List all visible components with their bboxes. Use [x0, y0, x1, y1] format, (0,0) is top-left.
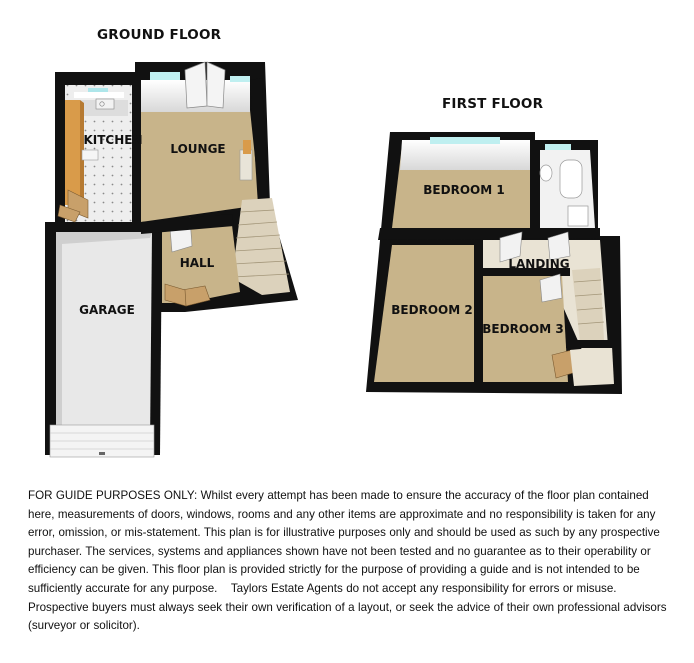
garage-room: [45, 222, 162, 457]
first-floor-plan: [366, 132, 622, 394]
garage-label: GARAGE: [79, 303, 135, 317]
garage-door: [50, 425, 154, 457]
kitchen-room: [58, 85, 132, 222]
disclaimer-text: FOR GUIDE PURPOSES ONLY: Whilst every attempt has been made to ensure the accuracy of the floor plan contained here, measurements of doors, windows, rooms and any other items are approximate and no responsibility is taken for any error, omission, or mis-statement. This plan is for illustrative purposes only and should be used as such by any prospective purchaser. The services, systems and appliances shown have not been tested and no guarantee as to their operability or efficiency can be given. This floor plan is provided strictly for the purpose of providing a guide and is not intended to be sufficiently accurate for any purpose. Taylors Estate Agents do not accept any responsibility for errors or misuse. Prospective buyers must always seek their own verification of a layout, or seek the advice of their own professional advisors (surveyor or solicitor).: [28, 489, 670, 633]
bedroom-1-label: BEDROOM 1: [423, 183, 505, 197]
hall-label: HALL: [179, 256, 215, 270]
bathroom-room: [540, 144, 595, 228]
bedroom-3-label: BEDROOM 3: [482, 322, 564, 336]
bedroom-2-label: BEDROOM 2: [391, 303, 473, 317]
kitchen-label: KITCHEN: [83, 133, 143, 147]
ground-floor-title: GROUND FLOOR: [97, 27, 222, 43]
lounge-label: LOUNGE: [170, 142, 226, 156]
ground-floor-plan: [45, 62, 298, 457]
first-floor-title: FIRST FLOOR: [442, 96, 544, 112]
landing-label: LANDING: [508, 257, 570, 271]
